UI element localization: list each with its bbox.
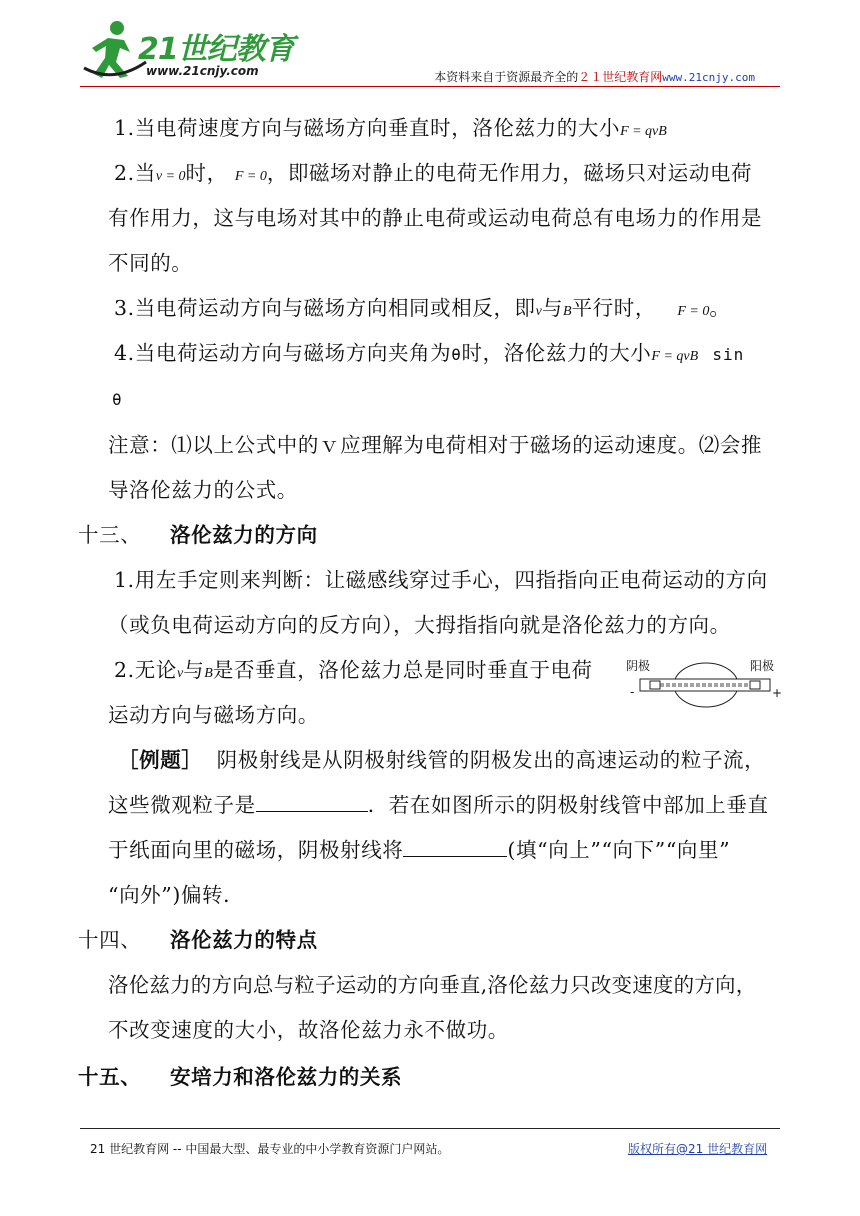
footer-rule xyxy=(80,1128,780,1129)
header-rule xyxy=(80,86,780,87)
paragraph-line: （或负电荷运动方向的反方向），大拇指指向就是洛伦兹力的方向。 xyxy=(108,613,731,637)
theta-line: θ xyxy=(112,390,123,409)
anode-label: 阳极 xyxy=(750,659,775,673)
tube-diagram xyxy=(624,655,784,715)
formula: F = 0 xyxy=(677,304,710,319)
paragraph-line: 运动方向与磁场方向。 xyxy=(108,703,319,727)
example-line: 这些微观粒子是 ．若在如图所示的阴极射线管中部加上垂直 xyxy=(108,793,769,817)
heading-number: 十五、 xyxy=(78,1065,142,1089)
paragraph-line: 不改变速度的大小，故洛伦兹力永不做功。 xyxy=(108,1018,509,1042)
paragraph-line: 2.当v = 0时， F = 0，即磁场对静止的电荷无作用力，磁场只对运动电荷 xyxy=(114,161,753,185)
heading-number: 十四、 xyxy=(78,928,142,952)
source-prefix: 本资料来自于资源最齐全的 xyxy=(434,70,579,84)
logo-text: 21世纪教育 xyxy=(138,32,294,67)
formula: v = 0 xyxy=(155,169,186,184)
formula: v xyxy=(176,666,184,681)
note-line: 注意：⑴以上公式中的ｖ应理解为电荷相对于磁场的运动速度。⑵会推 xyxy=(108,433,763,457)
heading-title: 安培力和洛伦兹力的关系 xyxy=(170,1065,403,1089)
logo-url: www.21cnjy.com xyxy=(146,64,259,78)
heading-title: 洛伦兹力的方向 xyxy=(170,523,318,547)
theta-symbol: θ xyxy=(451,345,462,364)
cathode-ray-tube-figure xyxy=(624,655,784,715)
footer-left: 21 世纪教育网 -- 中国最大型、最专业的中小学教育资源门户网站。 xyxy=(90,1142,450,1156)
paragraph-line: 洛伦兹力的方向总与粒子运动的方向垂直,洛伦兹力只改变速度的方向， xyxy=(108,973,757,997)
paragraph-line: 有作用力，这与电场对其中的静止电荷或运动电荷总有电场力的作用是 xyxy=(108,206,763,230)
answer-blank[interactable] xyxy=(403,838,507,857)
plus-sign: + xyxy=(772,686,783,700)
formula: B xyxy=(204,666,213,681)
paragraph-line: 1.当电荷速度方向与磁场方向垂直时，洛伦兹力的大小F = qvB xyxy=(114,116,667,140)
formula: B xyxy=(563,304,572,319)
example-line: ［例题］ 阴极射线是从阴极射线管的阴极发出的高速运动的粒子流， xyxy=(118,748,766,772)
source-site: ２１世纪教育网 xyxy=(578,70,663,84)
paragraph-line: 4.当电荷运动方向与磁场方向夹角为θ时，洛伦兹力的大小F = qvB sin xyxy=(114,341,745,365)
example-label: ［例题］ xyxy=(118,748,203,772)
site-logo xyxy=(80,18,294,88)
example-line: 于纸面向里的磁场，阴极射线将 (填“向上”“向下”“向里” xyxy=(108,838,731,862)
formula: F = qvB xyxy=(620,124,667,139)
minus-sign: - xyxy=(630,685,635,699)
sin-text: sin xyxy=(712,345,745,364)
paragraph-line: 不同的。 xyxy=(108,251,193,275)
source-note xyxy=(434,68,755,85)
paragraph-line: 1.用左手定则来判断：让磁感线穿过手心，四指指向正电荷运动的方向 xyxy=(114,568,768,592)
example-line: “向外”)偏转． xyxy=(108,883,245,907)
section-heading-13 xyxy=(78,523,318,547)
heading-number: 十三、 xyxy=(78,523,142,547)
note-line: 导洛伦兹力的公式。 xyxy=(108,478,298,502)
source-url[interactable]: www.21cnjy.com xyxy=(662,71,755,84)
section-heading-15 xyxy=(78,1065,403,1089)
heading-title: 洛伦兹力的特点 xyxy=(170,928,318,952)
answer-blank[interactable] xyxy=(256,793,368,812)
paragraph-line: 2.无论v与B是否垂直，洛伦兹力总是同时垂直于电荷 xyxy=(114,658,593,682)
header xyxy=(0,0,860,95)
section-heading-14 xyxy=(78,928,318,952)
paragraph-line: 3.当电荷运动方向与磁场方向相同或相反，即v与B平行时， F = 0。 xyxy=(114,296,731,320)
cathode-label: 阴极 xyxy=(626,659,651,673)
formula: F = qvB xyxy=(651,349,699,364)
formula: v xyxy=(535,304,542,319)
formula: F = 0 xyxy=(234,169,267,184)
footer-copyright-link[interactable]: 版权所有@21 世纪教育网 xyxy=(628,1142,768,1156)
